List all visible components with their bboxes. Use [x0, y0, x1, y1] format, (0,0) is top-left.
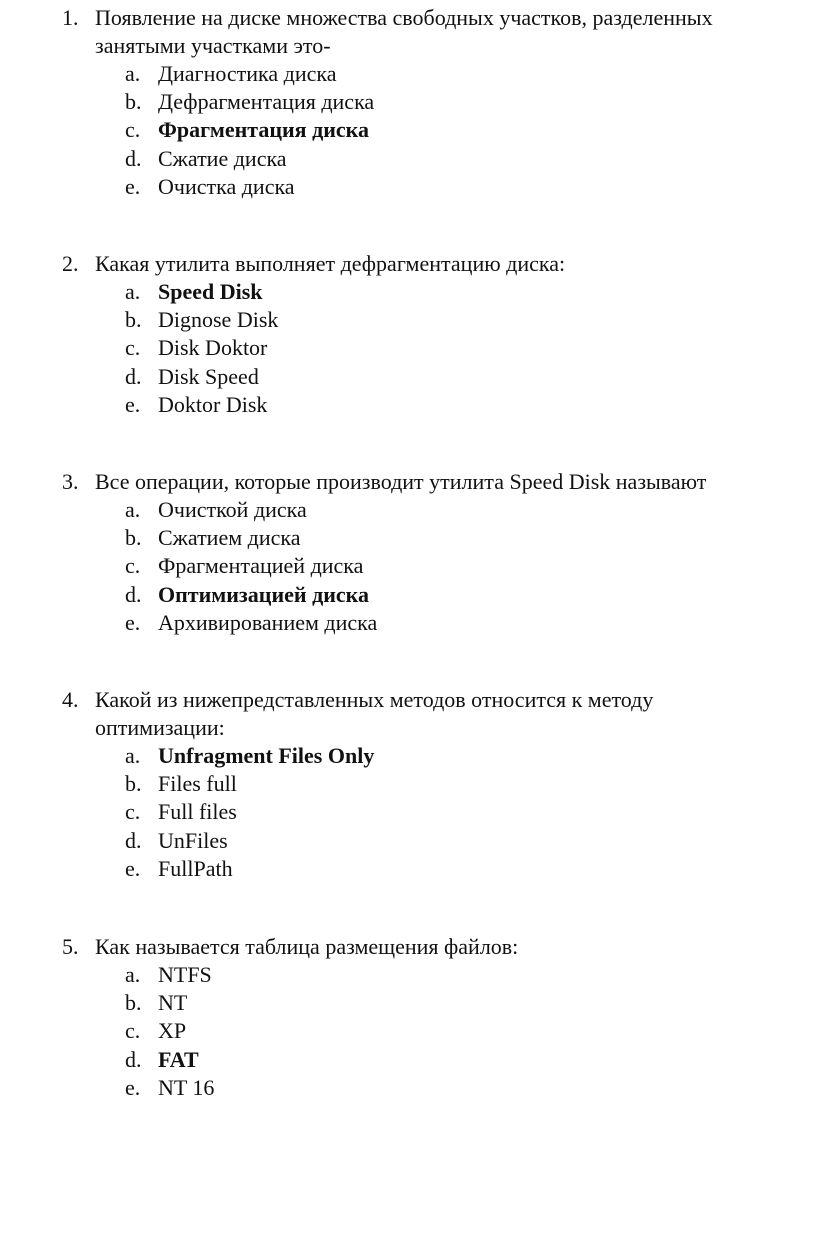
option-letter: b.: [125, 307, 142, 333]
question-3: [0, 468, 816, 637]
option-d: [0, 145, 816, 173]
option-letter: d.: [125, 1046, 142, 1072]
question-line: [0, 714, 816, 742]
option-text-correct: Фрагментация диска: [158, 117, 369, 143]
option-text-correct: Unfragment Files Only: [158, 743, 375, 768]
option-c: [0, 1017, 816, 1045]
option-text: NTFS: [158, 962, 212, 987]
option-letter: c.: [125, 799, 141, 825]
option-a: [0, 496, 816, 524]
option-letter: e.: [125, 855, 141, 881]
option-text: UnFiles: [158, 827, 228, 853]
option-letter: c.: [125, 117, 141, 143]
option-letter: a.: [125, 497, 141, 522]
option-letter: b.: [125, 89, 142, 115]
option-letter: e.: [125, 391, 141, 417]
question-text: Появление на диске множества свободных участков, разделенных: [95, 5, 713, 30]
question-4: [0, 686, 816, 883]
option-text: Disk Doktor: [158, 335, 268, 361]
question-5: [0, 933, 816, 1102]
option-letter: b.: [125, 525, 142, 551]
option-letter: d.: [125, 363, 142, 389]
option-text: Фрагментацией диска: [158, 553, 364, 579]
option-c: [0, 334, 816, 362]
option-text: Disk Speed: [158, 363, 259, 389]
option-d: [0, 827, 816, 855]
question-text: Какой из нижепредставленных методов относится к методу: [95, 687, 654, 712]
option-letter: a.: [125, 61, 141, 86]
option-letter: b.: [125, 990, 142, 1016]
option-text: NT 16: [158, 1074, 215, 1100]
option-letter: c.: [125, 553, 141, 579]
option-d: [0, 581, 816, 609]
option-text: Сжатием диска: [158, 525, 301, 551]
option-text: Files full: [158, 771, 237, 797]
option-text: FullPath: [158, 855, 233, 881]
option-c: [0, 116, 816, 144]
option-text: Очисткой диска: [158, 497, 307, 522]
option-text: Диагностика диска: [158, 61, 337, 86]
option-text: Doktor Disk: [158, 391, 268, 417]
question-number: 5.: [62, 934, 79, 959]
question-line: [0, 32, 816, 60]
question-text: занятыми участками это-: [95, 33, 331, 58]
question-line: [0, 250, 816, 278]
option-letter: a.: [125, 743, 141, 768]
option-c: [0, 552, 816, 580]
option-c: [0, 798, 816, 826]
question-number: 4.: [62, 687, 79, 712]
option-letter: c.: [125, 1018, 141, 1044]
option-letter: a.: [125, 279, 141, 304]
option-letter: d.: [125, 827, 142, 853]
option-text: Архивированием диска: [158, 609, 378, 635]
question-line: [0, 933, 816, 961]
option-e: [0, 173, 816, 201]
option-a: [0, 742, 816, 770]
option-text-correct: Speed Disk: [158, 279, 263, 304]
option-b: [0, 770, 816, 798]
question-text: Как называется таблица размещения файлов:: [95, 934, 519, 959]
option-text-correct: Оптимизацией диска: [158, 581, 369, 607]
question-2: [0, 250, 816, 419]
option-e: [0, 1074, 816, 1102]
question-line: [0, 468, 816, 496]
question-line: [0, 4, 816, 32]
option-text: Сжатие диска: [158, 145, 287, 171]
option-text: Dignose Disk: [158, 307, 279, 333]
option-letter: b.: [125, 771, 142, 797]
option-letter: d.: [125, 145, 142, 171]
question-text: оптимизации:: [95, 715, 225, 740]
option-b: [0, 989, 816, 1017]
option-text-correct: FAT: [158, 1046, 199, 1072]
option-text: Full files: [158, 799, 237, 825]
option-text: NT: [158, 990, 188, 1016]
question-number: 2.: [62, 251, 79, 276]
question-line: [0, 686, 816, 714]
question-number: 1.: [62, 5, 79, 30]
question-number: 3.: [62, 469, 79, 494]
option-letter: e.: [125, 173, 141, 199]
option-b: [0, 88, 816, 116]
question-text: Какая утилита выполняет дефрагментацию диска:: [95, 251, 566, 276]
option-b: [0, 306, 816, 334]
option-d: [0, 363, 816, 391]
option-e: [0, 391, 816, 419]
option-letter: e.: [125, 1074, 141, 1100]
option-a: [0, 961, 816, 989]
option-d: [0, 1046, 816, 1074]
option-text: Дефрагментация диска: [158, 89, 375, 115]
option-text: XP: [158, 1018, 187, 1044]
option-letter: d.: [125, 581, 142, 607]
option-text: Очистка диска: [158, 173, 295, 199]
question-text: Все операции, которые производит утилита Speed Disk называют: [95, 469, 707, 494]
option-e: [0, 609, 816, 637]
option-e: [0, 855, 816, 883]
option-a: [0, 278, 816, 306]
option-a: [0, 60, 816, 88]
question-1: [0, 4, 816, 201]
option-letter: c.: [125, 335, 141, 361]
option-b: [0, 524, 816, 552]
option-letter: e.: [125, 609, 141, 635]
option-letter: a.: [125, 962, 141, 987]
